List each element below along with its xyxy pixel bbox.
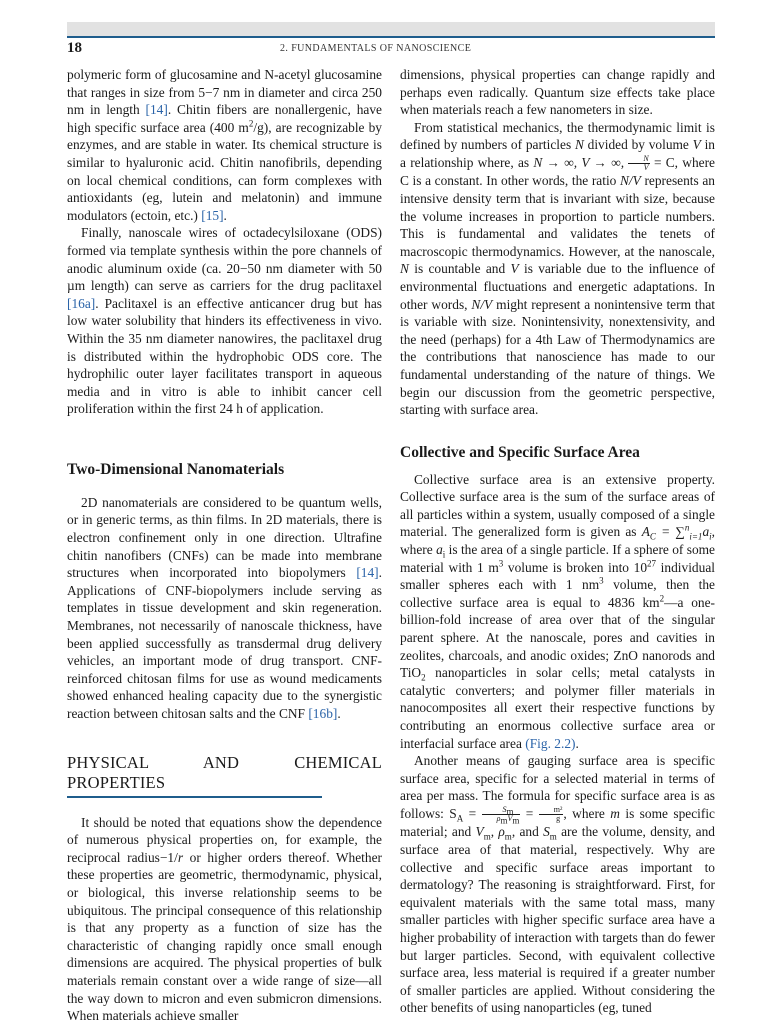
paragraph: polymeric form of glucosamine and N-acetyl glucosamine that ranges in size from 5−7 nm in diameter and circa 250 nm in length [14]. Chitin fibers are nonallergenic, have high specific surface area (400 $m^2/g$), are recognizable by enzymes, and are stable in water. Its chemical structure is similar to hyaluronic acid. Chitin nanofibrils, depending on local chemical conditions, can form complexes with antioxidants (eg, lutein and melatonin) and immune modulators (ectoin, etc.) [15].	[67, 67, 382, 223]
section-heading: Two-Dimensional Nanomaterials	[67, 460, 285, 478]
page-number: 18	[67, 40, 82, 56]
paragraph: From statistical mechanics, the thermodynamic limit is defined by numbers of particles N divided by volume V in a relationship where, as N → ∞, V → ∞, $\frac{N}{V}$ = C, where C is a constant. In other words, the ratio N/V represents an intensive density term that is invariant with size, because the volume increases in proportion to particle numbers. This is fundamental and validates the tenets of macroscopic thermodynamics. However, at the nanoscale, N is countable and V is variable due to the influence of environmental fluctuations and energetic adaptations. In other words, N/V might represent a nonintensive term that is variable with size. Nonintensivity, nonextensivity, and the need (perhaps) for a 4th Law of Thermodynamics are the contributions that nanoscience has made to our fundamental understanding of the nature of things. We begin our discussion from the geometric perspective, starting with surface area.	[400, 119, 715, 418]
paragraph: It should be noted that equations show the dependence of numerous physical properties on, for example, the reciprocal radius−1/r or higher orders thereof. Whether these properties are geometric, thermodynamic, physical, or biological, this inverse relationship seems to be ubiquitous. The principal consequence of this relationship is that any property as a function of size has the characteristic of changing rapidly once small enough dimensions are acquired. The physical properties of bulk materials remain constant over a wide range of size—all the way down to micron and even submicron dimensions. When materials achieve smaller	[67, 814, 382, 1024]
right-column	[400, 66, 715, 1017]
header-bar	[67, 22, 715, 36]
paragraph: Another means of gauging surface area is specific surface area, specific for a selected material in terms of area per mass. The formula for specific surface area is as follows: $S_A$ = $\frac{S_m}{\rho_mV_m}$ = $\frac{\text{m²}}{g}$ , where m is some specific material; and $V_m$, $\rho_m$, and $S_m$ are the volume, density, and surface area of that material, respectively. Why are collective and specific surface areas important to dermatology? The reasoning is straightforward. First, for equivalent materials with the same total mass, many smaller particles with higher specific surface area have a higher probability of interaction with targets than do fewer but larger particles. Second, with equivalent collective surface area, less material is required if a greater number of smaller particles are applied. Without considering the other benefits of using nanoparticles (eg, tuned	[400, 753, 715, 1016]
limit-expression: N → ∞, V → ∞,	[533, 154, 629, 170]
header-rule	[67, 36, 715, 38]
left-column	[67, 66, 382, 1025]
section-heading: Collective and Specific Surface Area	[400, 443, 640, 461]
paragraph: Collective surface area is an extensive property. Collective surface area is the sum of the surface areas of all particles within a system, usually composed of a single material. The generalized form is given as $A_C = \sum^n_{i=1}a_i$, where $a_i$ is the area of a single particle. If a sphere of some material with 1 $m^3$ volume is broken into $10^{27}$ individual smaller spheres each with 1 $nm^3$ volume, then the collective surface area is equal to 4836 $km^2—a$ one-billion-fold increase of area over that of the singular parent sphere. At the nanoscale, pores and cavities in zeolites, charcoals, and anodic oxides; ZnO nanorods and TiO$_2$ nanoparticles in solar cells; metal catalysts in catalytic converters; and polymer filler materials in nanocomposites all exert their respective functions by contributing an enormous collective surface area or interfacial surface area (Fig. 2.2).	[400, 471, 716, 751]
paragraph: dimensions, physical properties can change rapidly and perhaps even radically. Quantum size effects take place when materials reach a few nanometers in size.	[400, 67, 715, 118]
citation-link[interactable]: [15]	[201, 207, 224, 223]
citation-link[interactable]: [14]	[356, 565, 379, 581]
heading-underline	[67, 796, 322, 798]
paragraph: Finally, nanoscale wires of octadecylsiloxane (ODS) formed via template synthesis within the pore channels of anodic aluminum oxide (ca. 20−50 nm diameter with 50 µm length) can serve as carriers for the drug paclitaxel [16a]. Paclitaxel is an effective anticancer drug but has low water solubility that hinders its effectiveness in vivo. Within the 35 nm diameter nanowires, the paclitaxel drug is distributed within the hydrophobic ODS core. The hydrophilic outer layer facilitates transport in aqueous media and in vitro is able to inhibit cancer cell proliferation within the first 24 h of application.	[67, 225, 382, 417]
citation-link[interactable]: [16b]	[308, 706, 338, 721]
fraction: $\frac{\text{m²}}{g}$	[539, 806, 564, 823]
fraction: $\frac{N}{V}$	[628, 155, 649, 172]
running-head: 2. FUNDAMENTALS OF NANOSCIENCE	[280, 43, 472, 54]
formula: $A_C = \sum^n_{i=1}a_i$	[641, 523, 712, 543]
paragraph: 2D nanomaterials are considered to be quantum wells, or in generic terms, as thin films. In 2D materials, there is electron confinement only in one direction. Ultrafine chitin nanofibers (CNFs) can be made into membrane structures when incorporated into biopolymers [14]. Applications of CNF-biopolymers include serving as templates in tissue development and skin regeneration. Membranes, not necessarily of nanoscale thickness, have been applied successfully as transdermal drug delivery vehicles, an important mode of drug transport. CNF-reinforced chitosan films for use as wound medicaments showed enhanced healing capacity due to the synergistic reaction between chitosan salts and the CNF [16b].	[67, 494, 382, 721]
citation-link[interactable]: [14]	[145, 102, 168, 118]
figure-link[interactable]: (Fig. 2.2)	[525, 735, 576, 751]
fraction: $\frac{S_m}{\rho_mV_m}$	[482, 806, 521, 823]
chapter-section-heading: PHYSICAL AND CHEMICAL PROPERTIES	[67, 752, 382, 792]
citation-link[interactable]: [16a]	[67, 295, 96, 311]
